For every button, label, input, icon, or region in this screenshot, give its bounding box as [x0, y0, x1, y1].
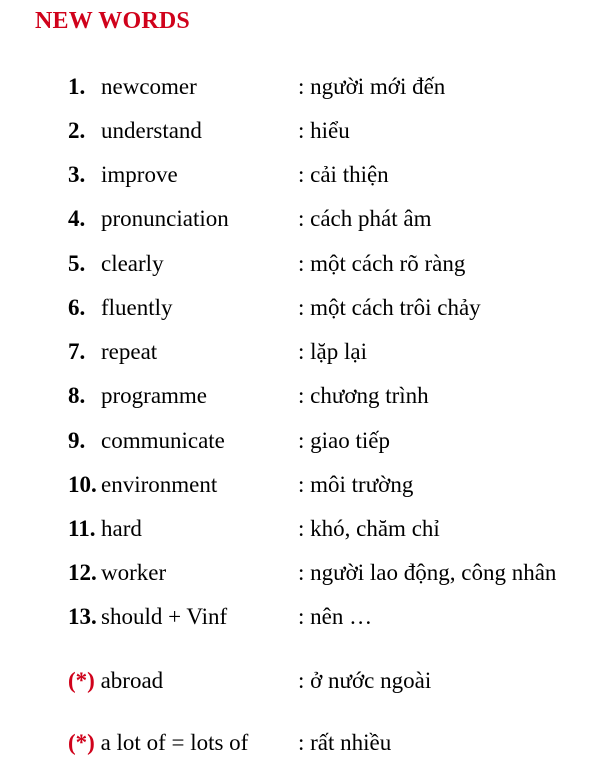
- vietnamese-meaning: : một cách trôi chảy: [298, 295, 481, 320]
- word-row: [0, 558, 605, 588]
- vietnamese-meaning: : khó, chăm chỉ: [298, 516, 440, 541]
- word-row: [0, 293, 605, 323]
- word-number: 9.: [68, 428, 86, 453]
- vietnamese-meaning: : giao tiếp: [298, 428, 390, 453]
- word-row: [0, 160, 605, 190]
- word-row: [0, 470, 605, 500]
- star-marker: (*): [68, 730, 95, 755]
- english-word: fluently: [101, 295, 173, 320]
- word-number: 6.: [68, 295, 86, 320]
- english-word: should + Vinf: [101, 604, 228, 629]
- extra-word-text: abroad: [94, 668, 164, 693]
- word-row: [0, 426, 605, 456]
- word-number: 4.: [68, 206, 86, 231]
- english-word: newcomer: [101, 74, 197, 99]
- english-word: pronunciation: [101, 206, 229, 231]
- english-word: [68, 666, 163, 696]
- english-word: worker: [101, 560, 167, 585]
- word-number: 10.: [68, 472, 97, 497]
- word-number: 7.: [68, 339, 86, 364]
- word-row: [0, 602, 605, 632]
- english-word: understand: [101, 118, 202, 143]
- vietnamese-meaning: : một cách rõ ràng: [298, 251, 466, 276]
- word-row: [0, 204, 605, 234]
- vietnamese-meaning: : cách phát âm: [298, 206, 432, 231]
- word-row: [0, 381, 605, 411]
- word-row: [0, 514, 605, 544]
- word-number: 1.: [68, 74, 86, 99]
- extra-word-text: a lot of = lots of: [94, 730, 249, 755]
- word-row: [0, 337, 605, 367]
- word-number: 5.: [68, 251, 86, 276]
- vietnamese-meaning: : nên …: [298, 604, 373, 629]
- vietnamese-meaning: : chương trình: [298, 383, 429, 408]
- vietnamese-meaning: : hiểu: [298, 118, 350, 143]
- vietnamese-meaning: : cải thiện: [298, 162, 389, 187]
- english-word: environment: [101, 472, 218, 497]
- english-word: hard: [101, 516, 142, 541]
- extra-word-row: [0, 728, 605, 758]
- english-word: communicate: [101, 428, 225, 453]
- word-number: 12.: [68, 560, 97, 585]
- extra-word-row: [0, 666, 605, 696]
- vietnamese-meaning: : môi trường: [298, 472, 414, 497]
- english-word: improve: [101, 162, 178, 187]
- word-number: 2.: [68, 118, 86, 143]
- vietnamese-meaning: : lặp lại: [298, 339, 367, 364]
- word-number: 3.: [68, 162, 86, 187]
- english-word: [68, 728, 248, 758]
- vietnamese-meaning: : người lao động, công nhân: [298, 560, 557, 585]
- vietnamese-meaning: : người mới đến: [298, 74, 446, 99]
- english-word: clearly: [101, 251, 164, 276]
- word-row: [0, 249, 605, 279]
- word-row: [0, 116, 605, 146]
- star-marker: (*): [68, 668, 95, 693]
- page-title: NEW WORDS: [35, 8, 190, 34]
- word-number: 11.: [68, 516, 96, 541]
- word-number: 8.: [68, 383, 86, 408]
- english-word: repeat: [101, 339, 158, 364]
- word-number: 13.: [68, 604, 97, 629]
- english-word: programme: [101, 383, 208, 408]
- word-row: [0, 72, 605, 102]
- vietnamese-meaning: : ở nước ngoài: [298, 668, 432, 693]
- vietnamese-meaning: : rất nhiều: [298, 730, 392, 755]
